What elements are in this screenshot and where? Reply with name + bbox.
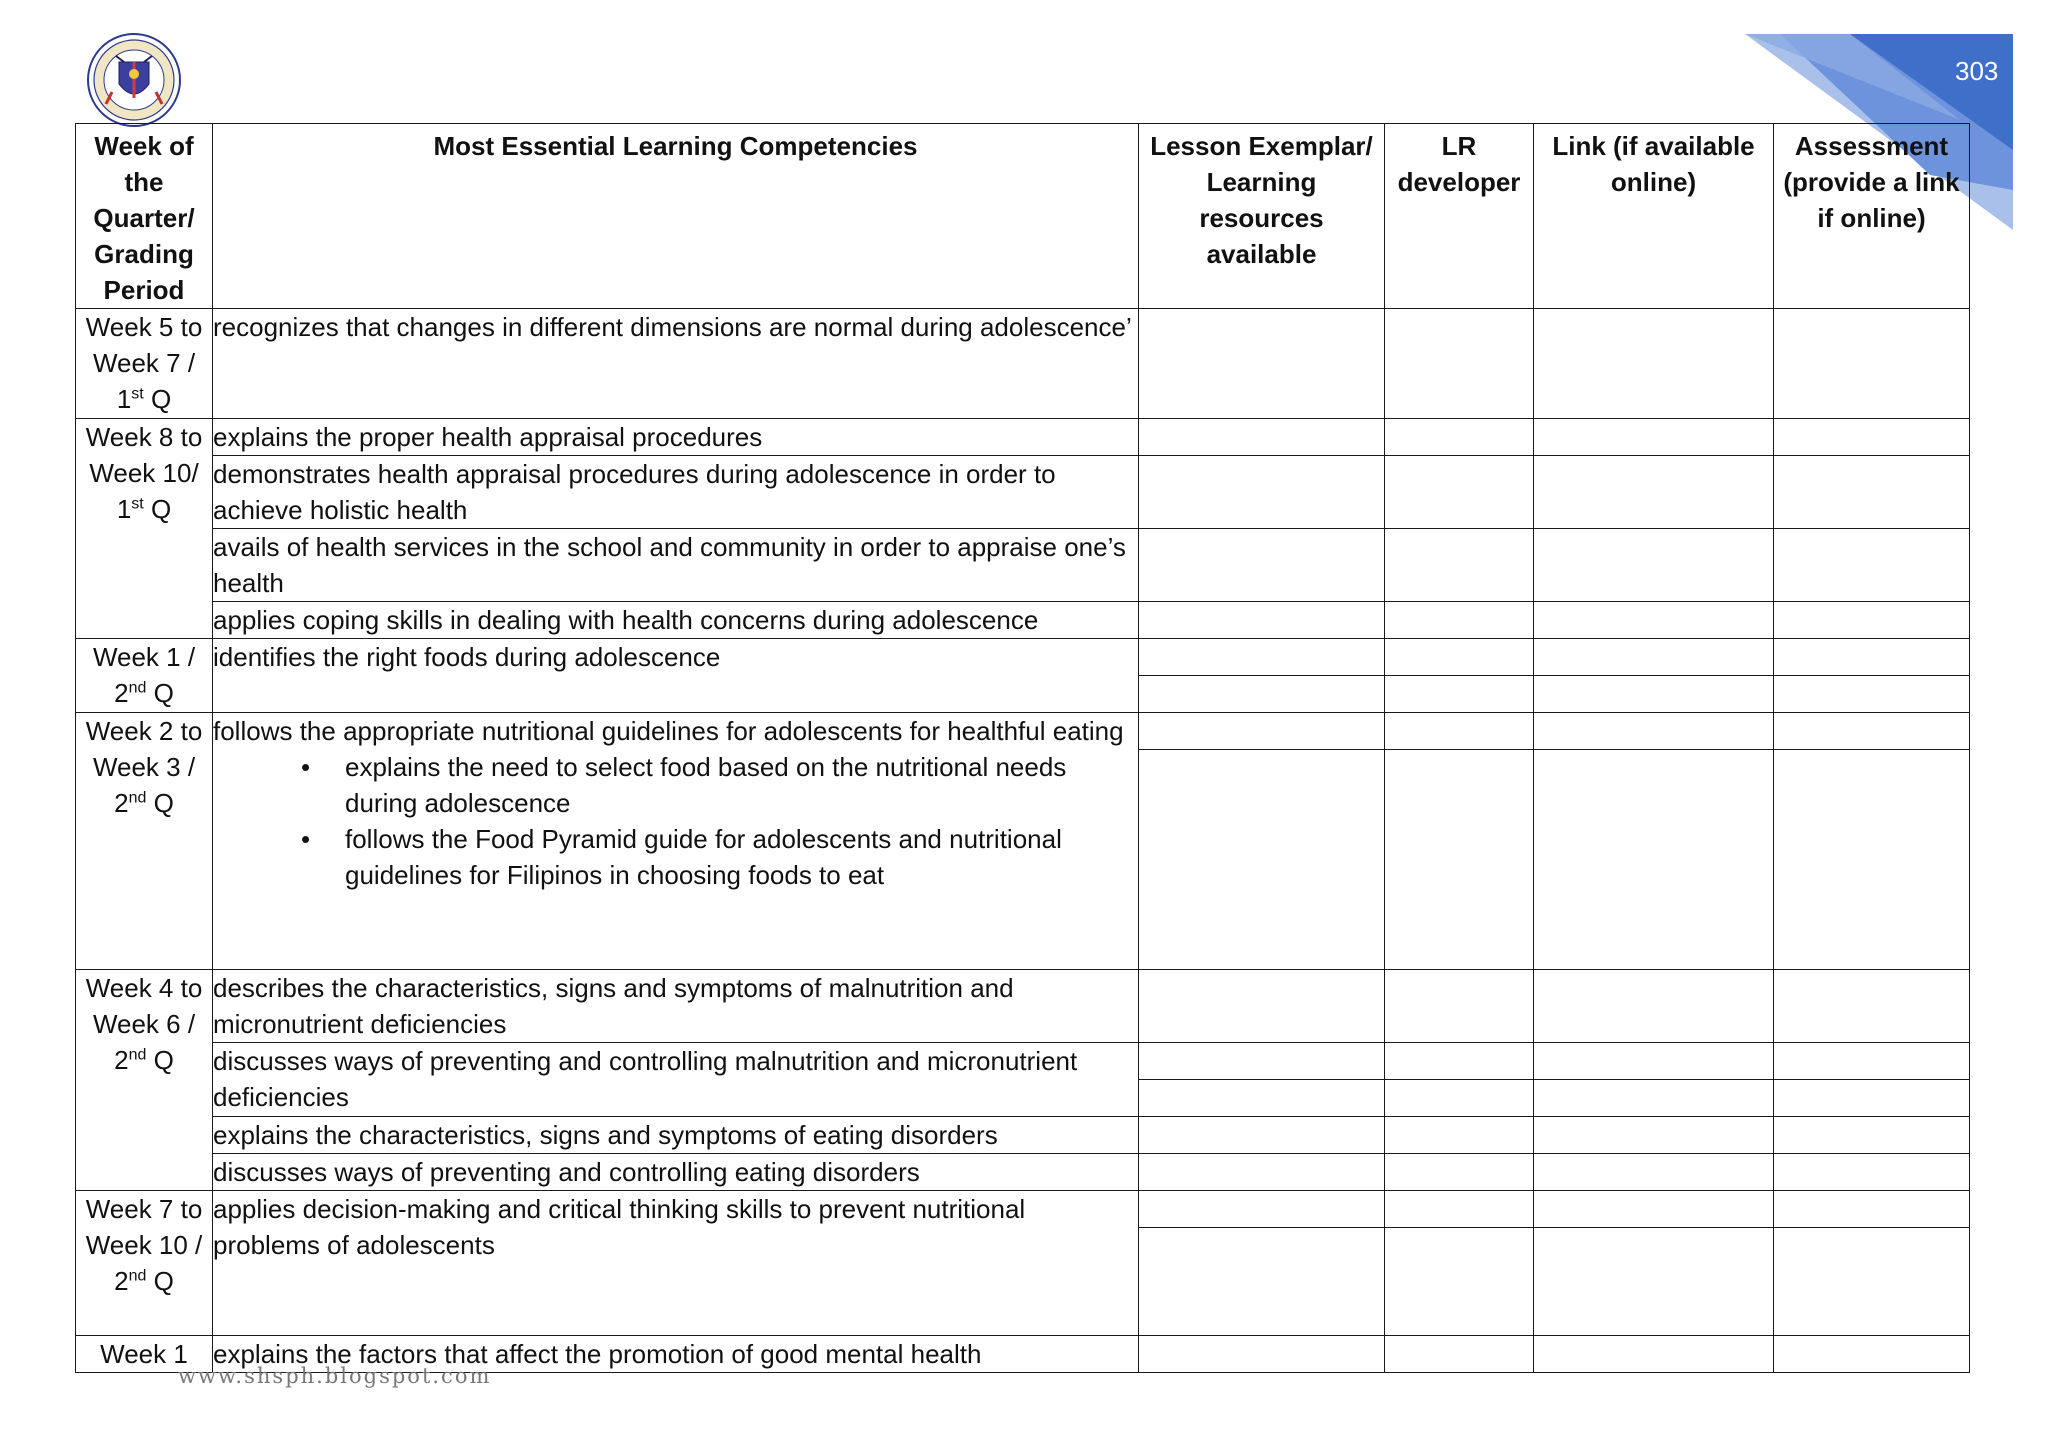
competency-cell: explains the proper health appraisal procedures (213, 419, 1139, 456)
page-number: 303 (1955, 56, 1999, 86)
competency-text: follows the appropriate nutritional guidelines for adolescents for healthful eating (213, 716, 1124, 746)
table-row (76, 639, 1970, 676)
competency-cell: explains the characteristics, signs and symptoms of eating disorders (213, 1117, 1139, 1154)
week-cell: Week 8 to Week 10/ 1st Q (76, 419, 213, 639)
table-row (76, 1191, 1970, 1228)
deped-seal-icon (86, 32, 182, 128)
competency-cell: identifies the right foods during adolescence (213, 639, 1139, 713)
competency-cell: applies coping skills in dealing with health concerns during adolescence (213, 602, 1139, 639)
empty-cell (1774, 309, 1970, 419)
competency-cell: avails of health services in the school and community in order to appraise one’s health (213, 529, 1139, 602)
week-cell: Week 2 to Week 3 / 2nd Q (76, 713, 213, 970)
table-header-row (76, 124, 1970, 309)
week-cell: Week 5 to Week 7 / 1st Q (76, 309, 213, 419)
table-row (76, 309, 1970, 419)
column-header: LR developer (1385, 124, 1534, 309)
table-row (76, 713, 1970, 750)
table-row (76, 1043, 1970, 1080)
column-header: Week of the Quarter/ Grading Period (76, 124, 213, 309)
column-header: Link (if available online) (1534, 124, 1774, 309)
competency-cell (213, 713, 1139, 970)
table-row (76, 602, 1970, 639)
empty-cell (1385, 309, 1534, 419)
column-header: Lesson Exemplar/ Learning resources available (1139, 124, 1385, 309)
table-row (76, 970, 1970, 1043)
competency-cell: discusses ways of preventing and controlling malnutrition and micronutrient deficiencies (213, 1043, 1139, 1117)
table-row (76, 1117, 1970, 1154)
competency-cell: demonstrates health appraisal procedures during adolescence in order to achieve holistic health (213, 456, 1139, 529)
week-cell: Week 1 / 2nd Q (76, 639, 213, 713)
column-header: Assessment (provide a link if online) (1774, 124, 1970, 309)
week-cell: Week 1 (76, 1336, 213, 1373)
competency-cell: explains the factors that affect the promotion of good mental health (213, 1336, 1139, 1373)
week-cell: Week 7 to Week 10 / 2nd Q (76, 1191, 213, 1336)
empty-cell (1139, 309, 1385, 419)
competency-cell: recognizes that changes in different dimensions are normal during adolescence’ (213, 309, 1139, 419)
competency-table (75, 123, 1970, 1373)
competency-cell: applies decision-making and critical thinking skills to prevent nutritional problems of adolescents (213, 1191, 1139, 1336)
sub-competency-list (213, 749, 1138, 893)
sub-competency: • follows the Food Pyramid guide for adolescents and nutritional guidelines for Filipinos in choosing foods to eat (345, 821, 1138, 893)
week-cell: Week 4 to Week 6 / 2nd Q (76, 970, 213, 1191)
table-row (76, 419, 1970, 456)
table-row (76, 1154, 1970, 1191)
column-header: Most Essential Learning Competencies (213, 124, 1139, 309)
watermark: www.shsph.blogspot.com (178, 1364, 492, 1388)
table-row (76, 529, 1970, 602)
competency-cell: describes the characteristics, signs and symptoms of malnutrition and micronutrient deficiencies (213, 970, 1139, 1043)
table-row (76, 456, 1970, 529)
sub-competency: • explains the need to select food based on the nutritional needs during adolescence (345, 749, 1138, 821)
empty-cell (1534, 309, 1774, 419)
competency-cell: discusses ways of preventing and controlling eating disorders (213, 1154, 1139, 1191)
